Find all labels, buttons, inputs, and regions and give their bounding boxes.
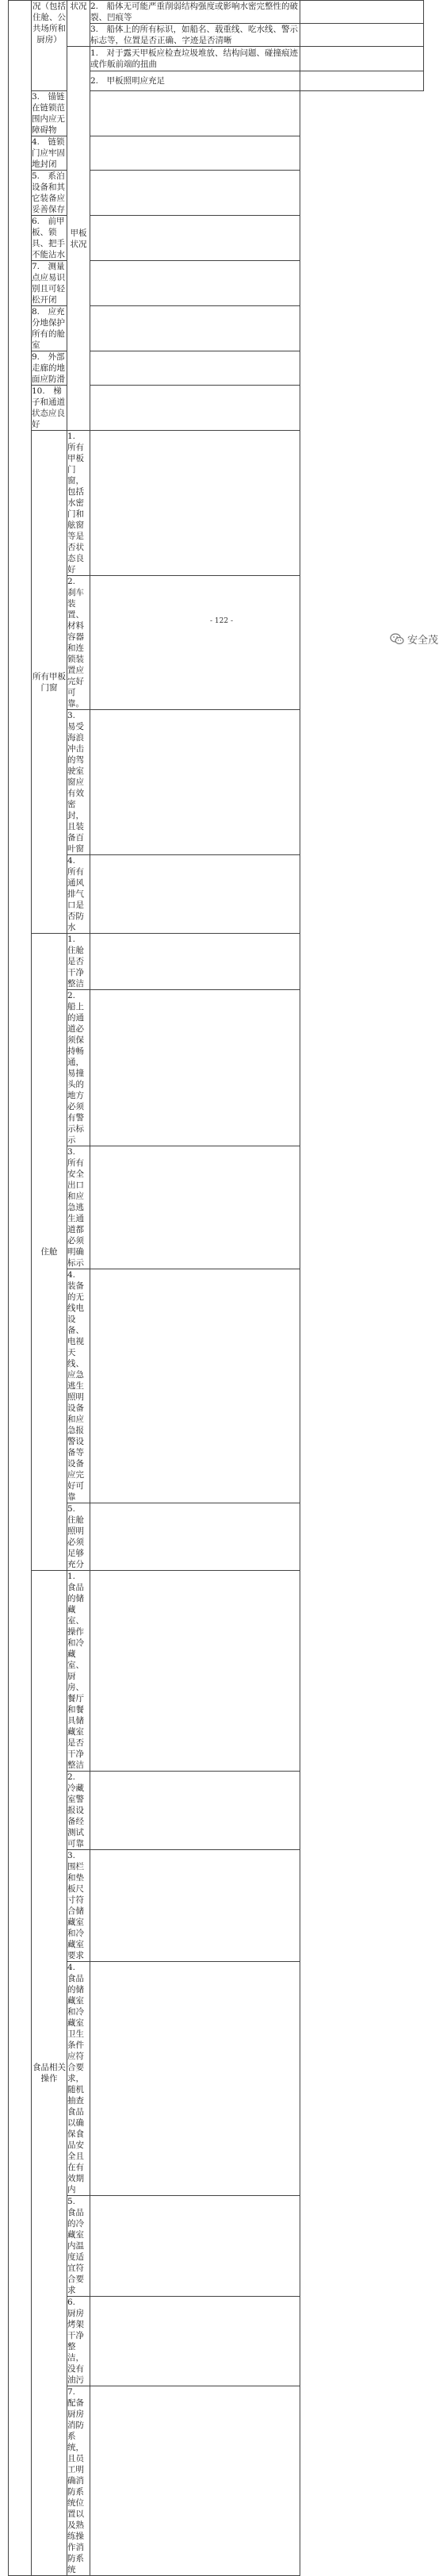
result-cell [90,1962,300,2196]
check-item: 5. 系泊设备和其它装备应妥善保存 [32,171,67,216]
result-cell [90,934,300,990]
result-cell [300,71,424,91]
check-item: 4. 所有通风排气口是否防水 [67,855,90,934]
check-item: 3. 易受海浪冲击的驾驶室窗应有效密封，且装备百叶窗 [67,710,90,855]
check-item: 3. 所有安全出口和应急逃生通道都必须明确标示 [67,1146,90,1269]
check-item: 3. 船体上的所有标识，如船名、载重线、吃水线、警示标志等，位置是否正确、字迹是否清晰 [90,24,300,47]
check-item: 4. 装备的无线电设备、电视天线、应急逃生照明设备和应急报警设备等设备应完好可靠 [67,1269,90,1503]
check-item: 2. 刹车装置、材料容器和连锁装置应完好可靠。 [67,576,90,710]
check-item: 7. 配备厨房消防系统，且员工明确消防系统位置以及熟练操作消防系统 [67,2386,90,2576]
check-item: 8. 应充分地保护所有的舱室 [32,306,67,351]
watermark [390,632,438,647]
result-cell [300,1,424,24]
result-cell [90,136,300,171]
check-item: 2. 冷藏室警报设备经测试可靠 [67,1772,90,1850]
inspection-table [8,0,424,2576]
page-number: - 122 - [210,617,233,625]
check-item: 6. 厨房烤架干净整洁，没有油污 [67,2297,90,2386]
check-item: 1. 所有甲板门窗，包括水密门和舷窗等是否状态良好 [67,431,90,576]
result-cell [90,431,300,576]
result-cell [90,1503,300,1571]
result-cell [300,24,424,47]
blank-left-column [9,1,32,2576]
result-cell [90,710,300,855]
section-title-hull: 状况 [67,1,90,47]
result-cell [90,1772,300,1850]
result-cell [90,990,300,1146]
result-cell [90,91,300,136]
watermark-text: 安全茂 [407,635,438,647]
check-item: 1. 食品的储藏室、操作和冷藏室、厨房、餐厅和餐具储藏室是否干净整洁 [67,1571,90,1772]
result-cell [90,306,300,351]
result-cell [90,2297,300,2386]
check-item: 2. 船上的通道必须保持畅通，易撞头的地方必须有警示标示 [67,990,90,1146]
check-item: 5. 住舱照明必须足够充分 [67,1503,90,1571]
result-cell [90,386,300,431]
result-cell [300,47,424,71]
check-item: 4. 链锁门应牢固地封闭 [32,136,67,171]
check-item: 2. 船体无可能严重削弱结构强度或影响水密完整性的破裂、凹痕等 [90,1,300,24]
result-cell [90,351,300,386]
check-item: 1. 对于露天甲板应检查垃圾堆放、结构问题、碰撞痕迹或作舨前端的扭曲 [90,47,300,71]
result-cell [90,216,300,261]
section-title-accommodation: 住舱 [32,934,67,1571]
check-item: 2. 甲板照明应充足 [90,71,300,91]
check-item: 4. 食品的储藏室和冷藏室卫生条件应符合要求，随机抽查食品以确保食品安全且在有效期内 [67,1962,90,2196]
result-cell [90,171,300,216]
result-cell [90,576,300,710]
check-item: 5. 食品的冷藏室内温度适宜符合要求 [67,2196,90,2297]
section-title-food-operations: 食品相关操作 [32,1571,67,2576]
result-cell [90,2196,300,2297]
check-item: 6. 前甲板、锁具、把手不能沾水 [32,216,67,261]
check-item: 3. 锚链在链锁范围内应无障碍物 [32,91,67,136]
result-cell [90,1146,300,1269]
section-title-doors-windows: 所有甲板门窗 [32,431,67,934]
result-cell [90,855,300,934]
category-label: 况（包括住舱、公共场所和厨房） [32,1,67,91]
check-item: 10. 梯子和通道状态应良好 [32,386,67,431]
check-item: 3. 围栏和垫板尺寸符合储藏室和冷藏室要求 [67,1850,90,1962]
result-cell [90,261,300,306]
check-item: 1. 住舱是否干净整洁 [67,934,90,990]
result-cell [90,1850,300,1962]
check-item: 7. 测量点应易识别且可轻松开闭 [32,261,67,306]
result-cell [90,1571,300,1772]
result-cell [90,2386,300,2576]
check-item: 9. 外部走廊的地面应防滑 [32,351,67,386]
section-title-deck: 甲板状况 [67,47,90,431]
result-cell [90,1269,300,1503]
wechat-icon [390,633,404,645]
